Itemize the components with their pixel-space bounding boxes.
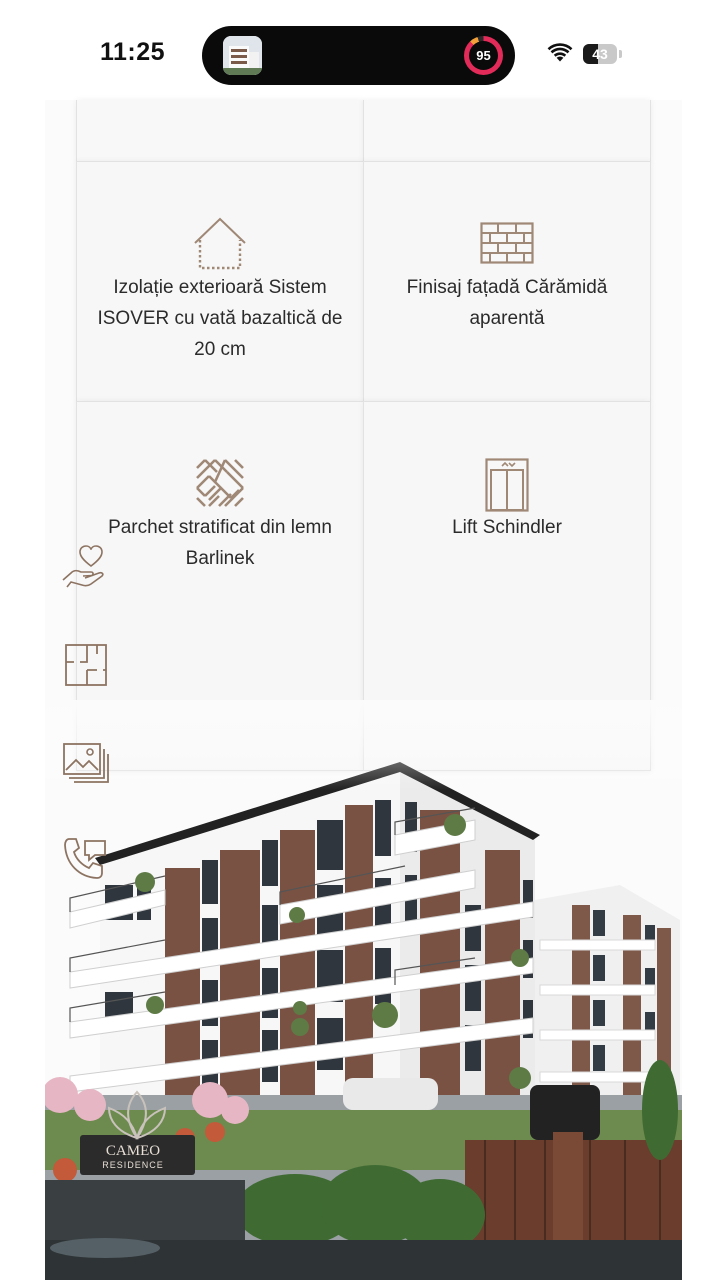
hero-building-image	[45, 700, 682, 1280]
status-bar	[45, 0, 682, 100]
feature-cell-partial	[363, 100, 651, 162]
heart-hand-icon[interactable]	[61, 540, 111, 590]
feature-label: Parchet stratificat din lemn Barlinek	[108, 517, 332, 569]
feature-label: Izolație exterioară Sistem ISOVER cu vată bazaltică de 20 cm	[97, 277, 343, 360]
activity-ring-value: 95	[469, 41, 498, 70]
phone-chat-icon[interactable]	[61, 835, 111, 885]
battery-icon	[583, 44, 617, 64]
brand-name: CAMEO	[105, 1143, 161, 1159]
floor-plan-icon[interactable]	[61, 640, 111, 690]
battery-nub	[619, 50, 622, 58]
brick-wall-icon	[480, 222, 534, 264]
app-screen	[45, 0, 682, 1280]
parquet-floor-icon	[195, 458, 245, 508]
feature-label: Finisaj fațadă Cărămidă aparentă	[406, 277, 608, 329]
dynamic-island[interactable]	[202, 26, 515, 85]
wifi-icon	[547, 43, 573, 63]
feature-cell-partial	[76, 100, 364, 162]
feature-card-facade	[363, 161, 651, 402]
feature-label: Lift Schindler	[452, 517, 562, 538]
brand-subtitle: RESIDENCE	[102, 1160, 164, 1170]
gallery-icon[interactable]	[61, 738, 111, 788]
house-outline-icon	[192, 216, 248, 272]
activity-ring-icon	[464, 36, 503, 75]
battery-level: 43	[592, 46, 608, 62]
feature-card-insulation	[76, 161, 364, 402]
elevator-icon	[485, 458, 529, 512]
status-time: 11:25	[100, 38, 166, 66]
now-playing-thumbnail	[223, 36, 262, 75]
